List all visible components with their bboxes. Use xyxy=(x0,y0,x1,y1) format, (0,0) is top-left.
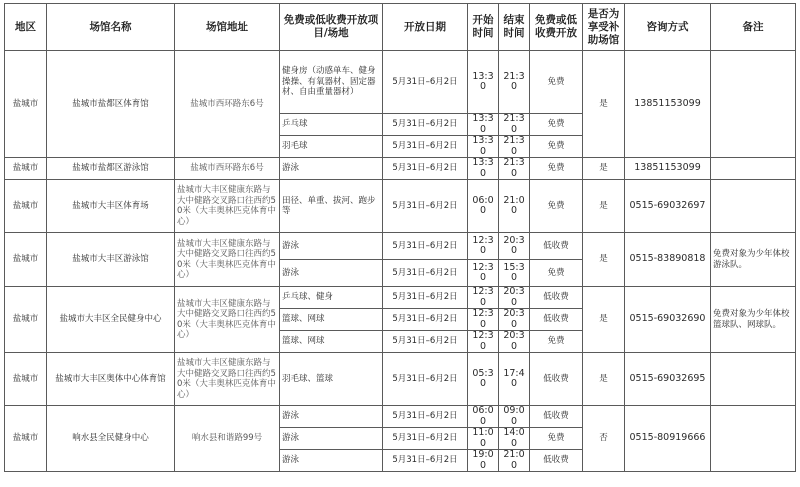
cell-end: 20:30 xyxy=(499,287,530,309)
cell-start: 12:30 xyxy=(468,260,499,287)
cell-item: 篮球、网球 xyxy=(280,309,383,331)
cell-start: 12:30 xyxy=(468,331,499,353)
cell-region: 盐城市 xyxy=(5,233,47,287)
cell-date: 5月31日–6月2日 xyxy=(383,51,468,114)
cell-start: 12:30 xyxy=(468,287,499,309)
cell-venue-name: 盐城市大丰区体育场 xyxy=(47,180,175,233)
cell-date: 5月31日–6月2日 xyxy=(383,428,468,450)
cell-region: 盐城市 xyxy=(5,180,47,233)
cell-venue-name: 盐城市大丰区游泳馆 xyxy=(47,233,175,287)
cell-venue-address: 响水县和谐路99号 xyxy=(175,406,280,472)
cell-end: 09:00 xyxy=(499,406,530,428)
cell-fee: 低收费 xyxy=(530,406,583,428)
cell-fee: 免费 xyxy=(530,158,583,180)
cell-item: 乒乓球 xyxy=(280,114,383,136)
cell-fee: 低收费 xyxy=(530,450,583,472)
table-body xyxy=(5,51,796,472)
cell-item: 健身房（动感单车、健身操操、有氧器材、固定器材、自由重量器材） xyxy=(280,51,383,114)
cell-date: 5月31日–6月2日 xyxy=(383,287,468,309)
cell-region: 盐城市 xyxy=(5,287,47,353)
cell-item: 田径、单重、拔河、跑步等 xyxy=(280,180,383,233)
cell-start: 13:30 xyxy=(468,114,499,136)
cell-date: 5月31日–6月2日 xyxy=(383,309,468,331)
header-region: 地区 xyxy=(5,4,47,51)
cell-fee: 低收费 xyxy=(530,309,583,331)
cell-contact: 0515-69032690 xyxy=(625,287,711,353)
header-note: 备注 xyxy=(711,4,796,51)
cell-end: 20:30 xyxy=(499,309,530,331)
cell-item: 游泳 xyxy=(280,450,383,472)
cell-item: 羽毛球 xyxy=(280,136,383,158)
cell-venue-name: 盐城市大丰区全民健身中心 xyxy=(47,287,175,353)
cell-date: 5月31日–6月2日 xyxy=(383,406,468,428)
cell-region: 盐城市 xyxy=(5,158,47,180)
cell-subsidized: 是 xyxy=(583,180,625,233)
table-row xyxy=(5,406,796,428)
cell-region: 盐城市 xyxy=(5,353,47,406)
header-items: 免费或低收费开放项目/场地 xyxy=(280,4,383,51)
cell-venue-address: 盐城市西环路东6号 xyxy=(175,158,280,180)
cell-contact: 0515-69032697 xyxy=(625,180,711,233)
cell-start: 06:00 xyxy=(468,180,499,233)
cell-subsidized: 是 xyxy=(583,158,625,180)
cell-start: 12:30 xyxy=(468,309,499,331)
header-end-time: 结束时间 xyxy=(499,4,530,51)
cell-date: 5月31日–6月2日 xyxy=(383,114,468,136)
cell-date: 5月31日–6月2日 xyxy=(383,158,468,180)
cell-date: 5月31日–6月2日 xyxy=(383,353,468,406)
cell-end: 21:30 xyxy=(499,158,530,180)
cell-fee: 低收费 xyxy=(530,287,583,309)
table-row xyxy=(5,233,796,260)
cell-venue-address: 盐城市大丰区健康东路与大中健路交叉路口往西约50米（大丰奥林匹克体育中心） xyxy=(175,233,280,287)
cell-venue-name: 盐城市盐都区体育馆 xyxy=(47,51,175,158)
cell-date: 5月31日–6月2日 xyxy=(383,450,468,472)
cell-date: 5月31日–6月2日 xyxy=(383,180,468,233)
cell-fee: 免费 xyxy=(530,260,583,287)
cell-end: 21:00 xyxy=(499,180,530,233)
cell-venue-address: 盐城市大丰区健康东路与大中健路交叉路口往西约50米（大丰奥林匹克体育中心） xyxy=(175,180,280,233)
cell-start: 13:30 xyxy=(468,136,499,158)
cell-contact: 0515-69032695 xyxy=(625,353,711,406)
cell-contact: 13851153099 xyxy=(625,158,711,180)
cell-note xyxy=(711,406,796,472)
cell-start: 11:00 xyxy=(468,428,499,450)
header-subsidized: 是否为享受补助场馆 xyxy=(583,4,625,51)
cell-item: 游泳 xyxy=(280,260,383,287)
cell-contact: 13851153099 xyxy=(625,51,711,158)
cell-end: 21:30 xyxy=(499,136,530,158)
cell-contact: 0515-83890818 xyxy=(625,233,711,287)
cell-fee: 免费 xyxy=(530,51,583,114)
cell-end: 15:30 xyxy=(499,260,530,287)
cell-start: 05:30 xyxy=(468,353,499,406)
cell-fee: 免费 xyxy=(530,136,583,158)
cell-start: 06:00 xyxy=(468,406,499,428)
cell-subsidized: 是 xyxy=(583,353,625,406)
header-contact: 咨询方式 xyxy=(625,4,711,51)
header-venue-address: 场馆地址 xyxy=(175,4,280,51)
cell-end: 21:30 xyxy=(499,51,530,114)
cell-end: 21:30 xyxy=(499,114,530,136)
cell-subsidized: 是 xyxy=(583,51,625,158)
cell-fee: 免费 xyxy=(530,114,583,136)
cell-venue-name: 响水县全民健身中心 xyxy=(47,406,175,472)
table-row xyxy=(5,158,796,180)
table-row xyxy=(5,353,796,406)
cell-date: 5月31日–6月2日 xyxy=(383,260,468,287)
header-start-time: 开始时间 xyxy=(468,4,499,51)
header-venue-name: 场馆名称 xyxy=(47,4,175,51)
cell-start: 12:30 xyxy=(468,233,499,260)
cell-start: 13:30 xyxy=(468,158,499,180)
table-row xyxy=(5,287,796,309)
cell-item: 篮球、网球 xyxy=(280,331,383,353)
cell-end: 17:40 xyxy=(499,353,530,406)
cell-fee: 免费 xyxy=(530,331,583,353)
cell-item: 羽毛球、篮球 xyxy=(280,353,383,406)
cell-note xyxy=(711,353,796,406)
cell-date: 5月31日–6月2日 xyxy=(383,233,468,260)
cell-item: 游泳 xyxy=(280,406,383,428)
table-row xyxy=(5,51,796,114)
cell-venue-address: 盐城市大丰区健康东路与大中健路交叉路口往西约50米（大丰奥林匹克体育中心） xyxy=(175,287,280,353)
cell-venue-address: 盐城市大丰区健康东路与大中健路交叉路口往西约50米（大丰奥林匹克体育中心） xyxy=(175,353,280,406)
cell-fee: 免费 xyxy=(530,428,583,450)
table-row xyxy=(5,180,796,233)
cell-region: 盐城市 xyxy=(5,406,47,472)
cell-item: 游泳 xyxy=(280,428,383,450)
cell-note: 免费对象为少年体校篮球队、网球队。 xyxy=(711,287,796,353)
cell-fee: 免费 xyxy=(530,180,583,233)
cell-item: 游泳 xyxy=(280,158,383,180)
cell-date: 5月31日–6月2日 xyxy=(383,136,468,158)
cell-start: 19:00 xyxy=(468,450,499,472)
cell-note xyxy=(711,51,796,158)
cell-end: 14:00 xyxy=(499,428,530,450)
cell-note: 免费对象为少年体校游泳队。 xyxy=(711,233,796,287)
header-open-date: 开放日期 xyxy=(383,4,468,51)
cell-item: 游泳 xyxy=(280,233,383,260)
cell-note xyxy=(711,158,796,180)
cell-date: 5月31日–6月2日 xyxy=(383,331,468,353)
cell-venue-name: 盐城市大丰区奥体中心体育馆 xyxy=(47,353,175,406)
header-fee-type: 免费或低收费开放 xyxy=(530,4,583,51)
venue-table xyxy=(4,3,796,472)
cell-region: 盐城市 xyxy=(5,51,47,158)
cell-subsidized: 否 xyxy=(583,406,625,472)
cell-end: 21:00 xyxy=(499,450,530,472)
cell-item: 乒乓球、健身 xyxy=(280,287,383,309)
cell-end: 20:30 xyxy=(499,233,530,260)
cell-subsidized: 是 xyxy=(583,287,625,353)
cell-contact: 0515-80919666 xyxy=(625,406,711,472)
cell-venue-address: 盐城市西环路东6号 xyxy=(175,51,280,158)
cell-venue-name: 盐城市盐都区游泳馆 xyxy=(47,158,175,180)
cell-fee: 低收费 xyxy=(530,353,583,406)
cell-fee: 低收费 xyxy=(530,233,583,260)
cell-start: 13:30 xyxy=(468,51,499,114)
cell-end: 20:30 xyxy=(499,331,530,353)
cell-subsidized: 是 xyxy=(583,233,625,287)
header-row xyxy=(5,4,796,51)
cell-note xyxy=(711,180,796,233)
